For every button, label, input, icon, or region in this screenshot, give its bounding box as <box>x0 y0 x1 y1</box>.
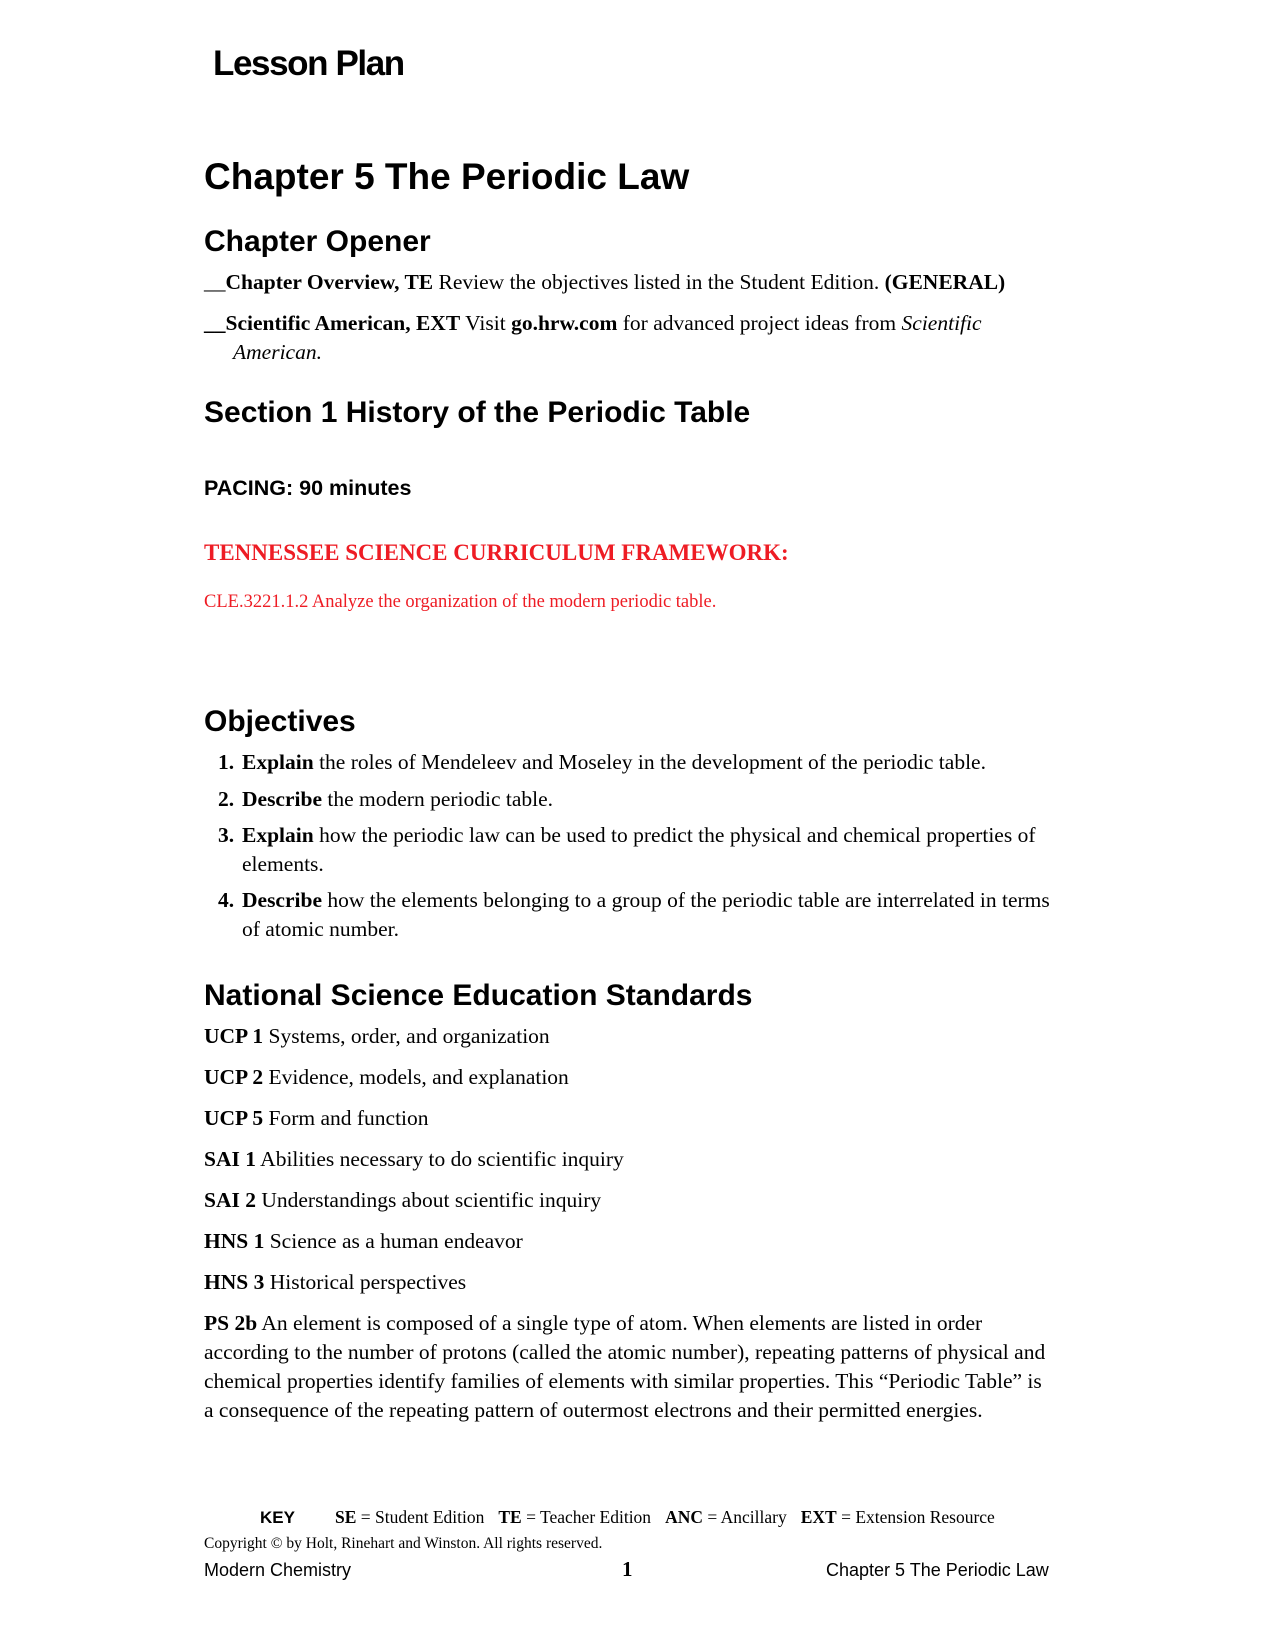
objective-text: how the periodic law can be used to predict the physical and chemical properties of <box>313 823 1036 847</box>
key-label: KEY <box>260 1508 295 1527</box>
standard-text: An element is composed of a single type of atom. When elements are listed in order <box>257 1311 983 1335</box>
lesson-plan-title: Lesson Plan <box>213 44 404 83</box>
standard-text: Understandings about scientific inquiry <box>255 1188 602 1212</box>
chapter-title: Chapter 5 The Periodic Law <box>204 156 690 197</box>
objective-text: how the elements belonging to a group of the periodic table are interrelated in terms <box>322 888 1050 912</box>
chapter-overview-item <box>204 268 1005 297</box>
standard-code: UCP 1 <box>204 1024 264 1048</box>
standard-text: according to the number of protons (called the atomic number), repeating patterns of physical and <box>204 1340 1046 1364</box>
objective-verb: Explain <box>242 750 314 774</box>
standard-text: Systems, order, and organization <box>263 1024 550 1048</box>
key-abbr: SE <box>334 1507 357 1527</box>
section1-heading: Section 1 History of the Periodic Table <box>204 396 751 429</box>
standard-item <box>204 1022 1104 1051</box>
framework-heading: TENNESSEE SCIENCE CURRICULUM FRAMEWORK: <box>204 540 789 565</box>
footer-book-title: Modern Chemistry <box>204 1560 352 1580</box>
standards-heading: National Science Education Standards <box>204 979 753 1012</box>
item-label: Scientific American, EXT <box>225 311 461 335</box>
standard-ps2b <box>204 1309 1104 1425</box>
standard-text: Science as a human endeavor <box>264 1229 523 1253</box>
standard-text: chemical properties identify families of elements with similar properties. This “Periodic Table” is <box>204 1369 1042 1393</box>
item-text: Visit <box>460 311 512 335</box>
chapter-opener-heading: Chapter Opener <box>204 225 431 258</box>
standard-item <box>204 1104 1104 1133</box>
key-text: = Teacher Edition <box>521 1507 652 1527</box>
standard-item <box>204 1227 1104 1256</box>
italic-text: Scientific <box>901 311 982 335</box>
objectives-heading: Objectives <box>204 705 356 738</box>
standard-code: HNS 3 <box>204 1270 265 1294</box>
footer-chapter-title: Chapter 5 The Periodic Law <box>826 1560 1049 1580</box>
objective-item <box>218 886 1098 944</box>
scientific-american-item <box>204 309 982 338</box>
pacing-label: PACING: 90 minutes <box>204 476 412 500</box>
objective-continuation: of atomic number. <box>242 917 400 941</box>
page-number: 1 <box>622 1557 633 1581</box>
key-abbr: TE <box>498 1507 522 1527</box>
standard-text: Form and function <box>263 1106 429 1130</box>
item-label: Chapter Overview, TE <box>225 270 434 294</box>
standard-code: SAI 1 <box>204 1147 256 1171</box>
standard-item <box>204 1268 1104 1297</box>
objective-text: the roles of Mendeleev and Moseley in the development of the periodic table. <box>313 750 986 774</box>
item-tag: (GENERAL) <box>884 270 1006 294</box>
standard-item <box>204 1063 1104 1092</box>
objective-number: 2. <box>218 787 235 811</box>
standard-text: Historical perspectives <box>264 1270 467 1294</box>
standard-code: PS 2b <box>204 1311 258 1335</box>
objective-number: 4. <box>218 888 235 912</box>
italic-text: American. <box>233 340 322 364</box>
objective-text: the modern periodic table. <box>322 787 554 811</box>
key-legend <box>260 1507 995 1528</box>
key-text: = Student Edition <box>356 1507 485 1527</box>
standard-code: HNS 1 <box>204 1229 265 1253</box>
standard-item <box>204 1145 1104 1174</box>
standard-text: Evidence, models, and explanation <box>263 1065 569 1089</box>
item-text: for advanced project ideas from <box>617 311 902 335</box>
key-text: = Extension Resource <box>836 1507 995 1527</box>
scientific-american-continuation <box>233 338 322 367</box>
objective-continuation: elements. <box>242 852 324 876</box>
standard-code: UCP 5 <box>204 1106 264 1130</box>
standard-code: SAI 2 <box>204 1188 256 1212</box>
standard-code: UCP 2 <box>204 1065 264 1089</box>
checkbox-blank: __ <box>204 270 226 294</box>
key-text: = Ancillary <box>702 1507 787 1527</box>
objective-item <box>218 748 1098 777</box>
framework-item: CLE.3221.1.2 Analyze the organization of the modern periodic table. <box>204 592 717 612</box>
standard-text: a consequence of the repeating pattern of outermost electrons and their permitted energies. <box>204 1398 983 1422</box>
objective-number: 3. <box>218 823 235 847</box>
objective-item <box>218 821 1098 879</box>
objective-number: 1. <box>218 750 235 774</box>
key-abbr: ANC <box>665 1507 703 1527</box>
objective-verb: Explain <box>242 823 314 847</box>
objective-item <box>218 785 1098 814</box>
objective-verb: Describe <box>242 888 322 912</box>
link-text[interactable]: go.hrw.com <box>511 311 618 335</box>
standard-text: Abilities necessary to do scientific inquiry <box>255 1147 624 1171</box>
copyright-notice: Copyright © by Holt, Rinehart and Winston. All rights reserved. <box>204 1535 603 1552</box>
checkbox-blank: __ <box>204 311 226 335</box>
standard-item <box>204 1186 1104 1215</box>
key-abbr: EXT <box>800 1507 837 1527</box>
item-text: Review the objectives listed in the Student Edition. <box>433 270 885 294</box>
objective-verb: Describe <box>242 787 322 811</box>
